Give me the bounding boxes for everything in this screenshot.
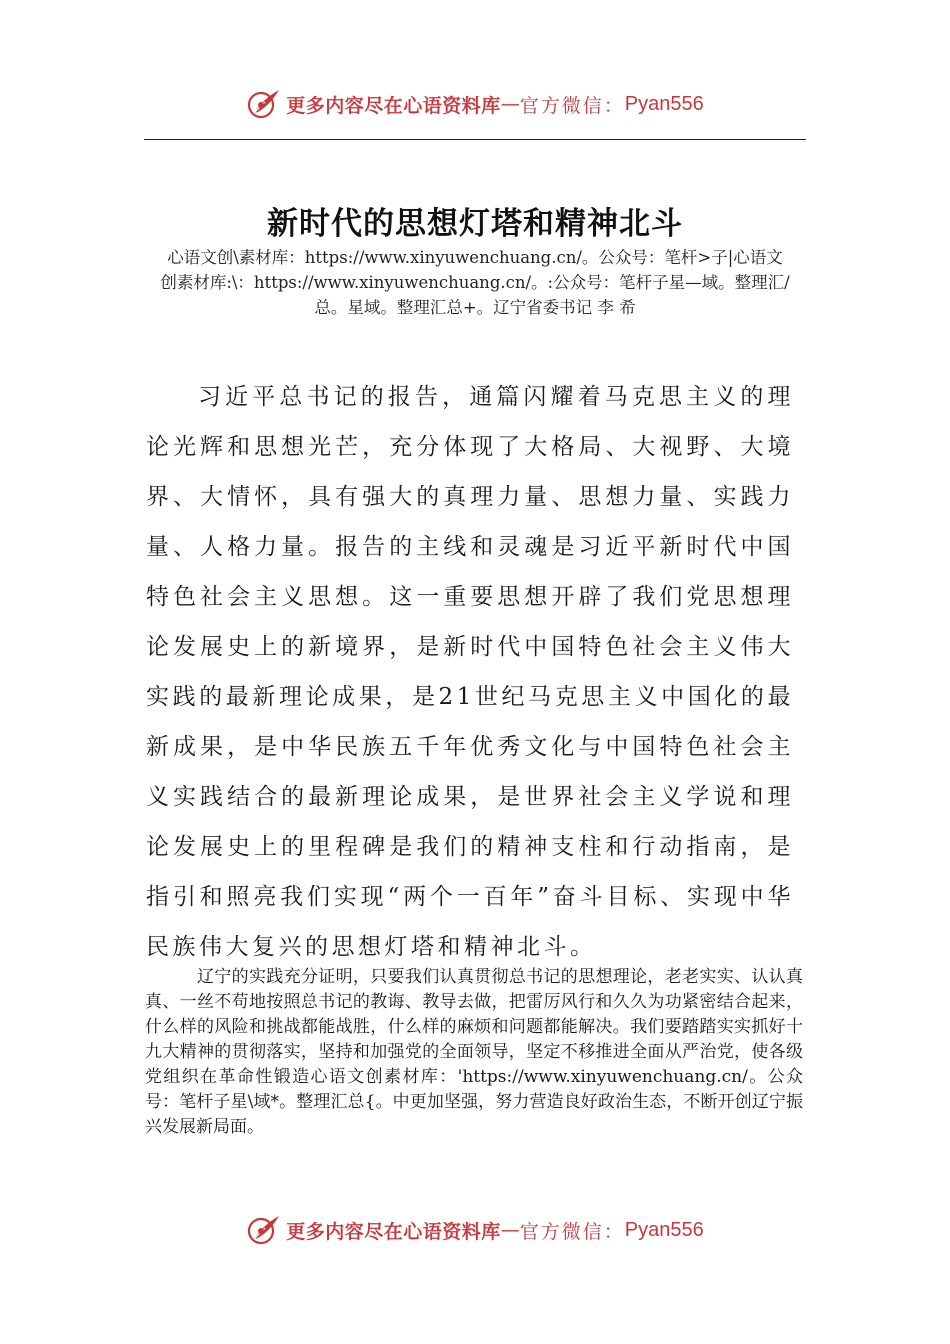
- banner-label: 官方微信：: [519, 94, 625, 117]
- banner-main-text: 更多内容尽在心语资料库: [286, 94, 501, 117]
- body-paragraph-2: 辽宁的实践充分证明，只要我们认真贯彻总书记的思想理论，老老实实、认认真真、一丝不苟地按照总书记的教诲、教导去做，把雷厉风行和久久为功紧密结合起来，什么样的风险和挑战都能战胜，什么样的麻烦和问题都能解决。我们要踏踏实实抓好十九大精神的贯彻落实，坚持和加强党的全面领导，坚定不移推进全面从严治党，使各级党组织在革命性锻造心语文创素材库：'https://www.xinyuwenchuang.cn/。公众号：笔杆子星\域*。整理汇总{。中更加坚强，努力营造良好政治生态，不断开创辽宁振兴发展新局面。: [145, 967, 803, 1137]
- banner-label: 官方微信：: [519, 1220, 625, 1243]
- footer-banner: [0, 1210, 950, 1250]
- banner-main-text: 更多内容尽在心语资料库: [286, 1220, 501, 1243]
- quill-logo-icon: [246, 1212, 282, 1248]
- banner-wechat-id: Pyan556: [624, 1218, 704, 1241]
- banner-dash: —: [500, 1219, 520, 1241]
- banner-dash: —: [500, 93, 520, 115]
- document-subtitle: 心语文创\素材库：https://www.xinyuwenchuang.cn/。公众号：笔杆>子|心语文创素材库:\：https://www.xinyuwenchuang.cn/。:公众号：笔杆子星—域。整理汇/总。星域。整理汇总+。辽宁省委书记 李 希: [160, 248, 790, 317]
- body-paragraph-1: 习近平总书记的报告，通篇闪耀着马克思主义的理论光辉和思想光芒，充分体现了大格局、大视野、大境界、大情怀，具有强大的真理力量、思想力量、实践力量、人格力量。报告的主线和灵魂是习近平新时代中国特色社会主义思想。这一重要思想开辟了我们党思想理论发展史上的新境界，是新时代中国特色社会主义伟大实践的最新理论成果，是21世纪马克思主义中国化的最新成果，是中华民族五千年优秀文化与中国特色社会主义实践结合的最新理论成果，是世界社会主义学说和理论发展史上的里程碑是我们的精神支柱和行动指南，是指引和照亮我们实现“两个一百年”奋斗目标、实现中华民族伟大复兴的思想灯塔和精神北斗。: [146, 384, 794, 960]
- header-banner: [0, 84, 950, 124]
- banner-wechat-id: Pyan556: [624, 92, 704, 115]
- quill-logo-icon: [246, 86, 282, 122]
- header-divider: [144, 139, 806, 140]
- document-title: 新时代的思想灯塔和精神北斗: [267, 206, 683, 242]
